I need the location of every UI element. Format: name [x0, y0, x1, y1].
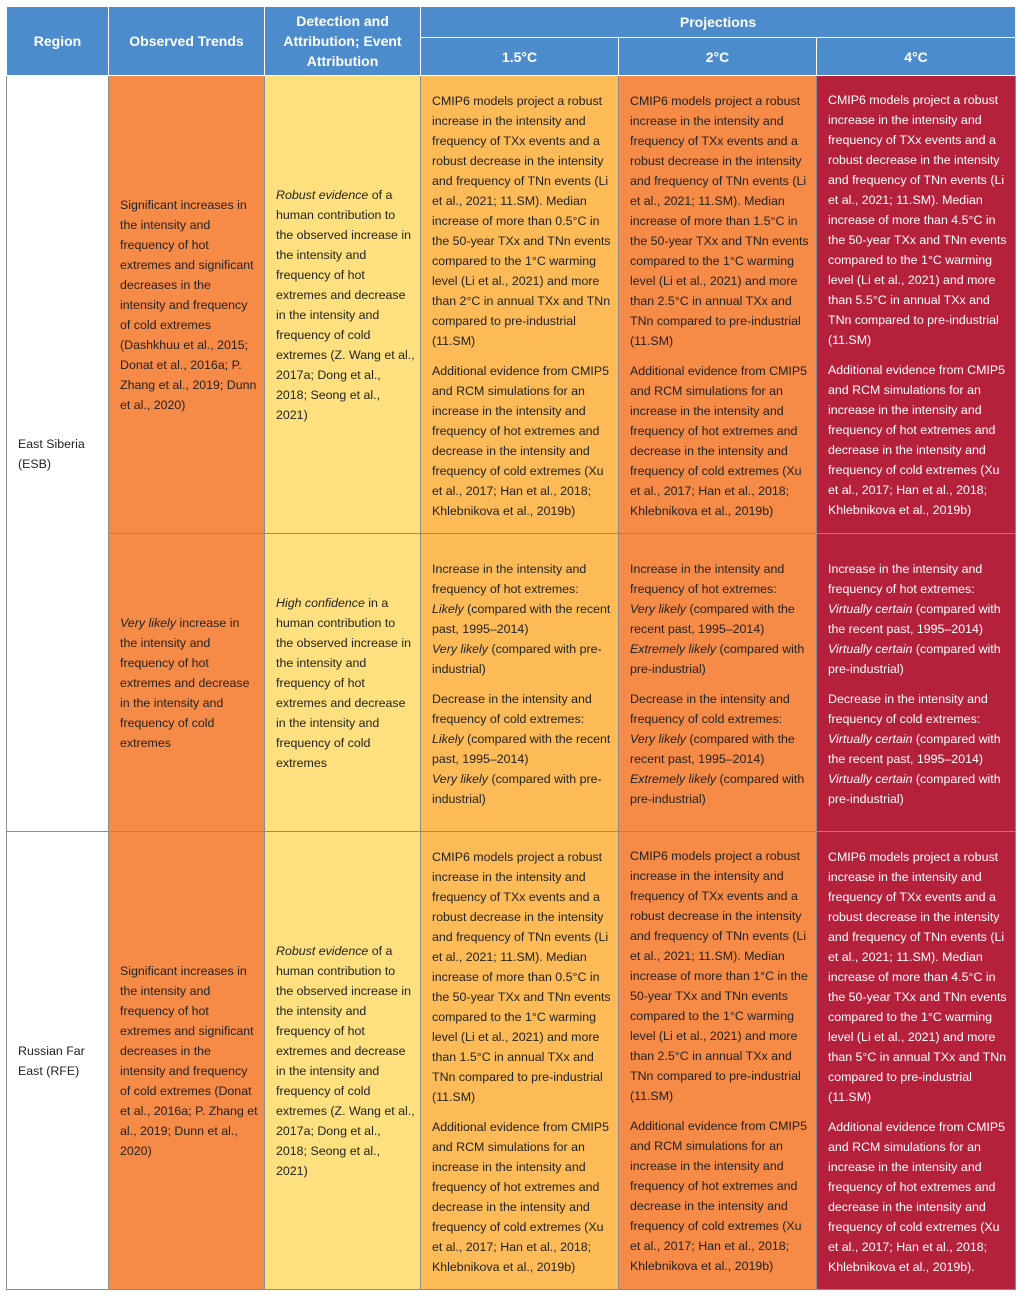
projection-1-5c-cell: CMIP6 models project a robust increase in the intensity and frequency of TXx events and a robust decrease in the intensity and frequency of TNn events (Li et al., 2021; 11.SM). Median increase of more than 0.5°C in the 50-year TXx and TNn events compared to the 1°C warming level (Li et al., 2021) and more than 1.5°C in annual TXx and TNn compared to pre-industrial (11.SM) Additional evidence from CMIP5 and RCM simulations for an increase in the intensity and frequency of hot extremes and decrease in the intensity and frequency of cold extremes (Xu et al., 2017; Han et al., 2018; Khlebnikova et al., 2019b)	[421, 832, 619, 1290]
projection-1-5c-cell: CMIP6 models project a robust increase in the intensity and frequency of TXx events and a robust decrease in the intensity and frequency of TNn events (Li et al., 2021; 11.SM). Median increase of more than 0.5°C in the 50-year TXx and TNn events compared to the 1°C warming level (Li et al., 2021) and more than 2°C in annual TXx and TNn compared to pre-industrial (11.SM) Additional evidence from CMIP5 and RCM simulations for an increase in the intensity and frequency of hot extremes and decrease in the intensity and frequency of cold extremes (Xu et al., 2017; Han et al., 2018; Khlebnikova et al., 2019b)	[421, 76, 619, 534]
regional-assessment-table	[6, 6, 1016, 1290]
header-4c: 4°C	[817, 38, 1016, 76]
header-1-5c: 1.5°C	[421, 38, 619, 76]
header-2c: 2°C	[619, 38, 817, 76]
region-header: Region	[7, 7, 109, 76]
projections-header: Projections	[421, 7, 1016, 38]
table-row	[7, 76, 1016, 534]
table-row	[7, 534, 1016, 832]
table-row	[7, 832, 1016, 1290]
projection-1-5c-cell: Increase in the intensity and frequency of hot extremes: Likely (compared with the recent past, 1995–2014) Very likely (compared with pre-industrial) Decrease in the intensity and frequency of cold extremes: Likely (compared with the recent past, 1995–2014) Very likely (compared with pre-industrial)	[421, 534, 619, 832]
projection-4c-cell: Increase in the intensity and frequency of hot extremes: Virtually certain (compared with the recent past, 1995–2014) Virtually certain (compared with pre-industrial) Decrease in the intensity and frequency of cold extremes: Virtually certain (compared with the recent past, 1995–2014) Virtually certain (compared with pre-industrial)	[817, 534, 1016, 832]
region-label: East Siberia (ESB)	[18, 436, 85, 471]
region-cell-rfe	[7, 832, 109, 1290]
observed-cell: Significant increases in the intensity and frequency of hot extremes and significant decreases in the intensity and frequency of cold extremes (Dashkhuu et al., 2015; Donat et al., 2016a; P. Zhang et al., 2019; Dunn et al., 2020)	[109, 76, 265, 534]
observed-cell: Significant increases in the intensity and frequency of hot extremes and significant decreases in the intensity and frequency of cold extremes (Donat et al., 2016a; P. Zhang et al., 2019; Dunn et al., 2020)	[109, 832, 265, 1290]
projection-4c-cell: CMIP6 models project a robust increase in the intensity and frequency of TXx events and a robust decrease in the intensity and frequency of TNn events (Li et al., 2021; 11.SM). Median increase of more than 4.5°C in the 50-year TXx and TNn events compared to the 1°C warming level (Li et al., 2021) and more than 5°C in annual TXx and TNn compared to pre-industrial (11.SM) Additional evidence from CMIP5 and RCM simulations for an increase in the intensity and frequency of hot extremes and decrease in the intensity and frequency of cold extremes (Xu et al., 2017; Han et al., 2018; Khlebnikova et al., 2019b).	[817, 832, 1016, 1290]
detection-header: Detection and Attribution; Event Attribution	[265, 7, 421, 76]
region-cell-esb	[7, 76, 109, 832]
header-row	[7, 7, 1016, 38]
region-label: Russian Far East (RFE)	[18, 1043, 85, 1078]
observed-cell: Very likely increase in the intensity and frequency of hot extremes and decrease in the intensity and frequency of cold extremes	[109, 534, 265, 832]
projection-2c-cell: CMIP6 models project a robust increase in the intensity and frequency of TXx events and a robust decrease in the intensity and frequency of TNn events (Li et al., 2021; 11.SM). Median increase of more than 1.5°C in the 50-year TXx and TNn events compared to the 1°C warming level (Li et al., 2021) and more than 2.5°C in annual TXx and TNn compared to pre-industrial (11.SM) Additional evidence from CMIP5 and RCM simulations for an increase in the intensity and frequency of hot extremes and decrease in the intensity and frequency of cold extremes (Xu et al., 2017; Han et al., 2018; Khlebnikova et al., 2019b)	[619, 76, 817, 534]
detection-cell: High confidence in a human contribution to the observed increase in the intensity and frequency of hot extremes and decrease in the intensity and frequency of cold extremes	[265, 534, 421, 832]
projection-2c-cell: Increase in the intensity and frequency of hot extremes: Very likely (compared with the recent past, 1995–2014) Extremely likely (compared with pre-industrial) Decrease in the intensity and frequency of cold extremes: Very likely (compared with the recent past, 1995–2014) Extremely likely (compared with pre-industrial)	[619, 534, 817, 832]
observed-header: Observed Trends	[109, 7, 265, 76]
projection-4c-cell: CMIP6 models project a robust increase in the intensity and frequency of TXx events and a robust decrease in the intensity and frequency of TNn events (Li et al., 2021; 11.SM). Median increase of more than 4.5°C in the 50-year TXx and TNn events compared to the 1°C warming level (Li et al., 2021) and more than 5.5°C in annual TXx and TNn compared to pre-industrial (11.SM) Additional evidence from CMIP5 and RCM simulations for an increase in the intensity and frequency of hot extremes and decrease in the intensity and frequency of cold extremes (Xu et al., 2017; Han et al., 2018; Khlebnikova et al., 2019b)	[817, 76, 1016, 534]
projection-2c-cell: CMIP6 models project a robust increase in the intensity and frequency of TXx events and a robust decrease in the intensity and frequency of TNn events (Li et al., 2021; 11.SM). Median increase of more than 1°C in the 50-year TXx and TNn events compared to the 1°C warming level (Li et al., 2021) and more than 2.5°C in annual TXx and TNn compared to pre-industrial (11.SM) Additional evidence from CMIP5 and RCM simulations for an increase in the intensity and frequency of hot extremes and decrease in the intensity and frequency of cold extremes (Xu et al., 2017; Han et al., 2018; Khlebnikova et al., 2019b)	[619, 832, 817, 1290]
detection-cell: Robust evidence of a human contribution to the observed increase in the intensity and frequency of hot extremes and decrease in the intensity and frequency of cold extremes (Z. Wang et al., 2017a; Dong et al., 2018; Seong et al., 2021)	[265, 76, 421, 534]
detection-cell: Robust evidence of a human contribution to the observed increase in the intensity and frequency of hot extremes and decrease in the intensity and frequency of cold extremes (Z. Wang et al., 2017a; Dong et al., 2018; Seong et al., 2021)	[265, 832, 421, 1290]
